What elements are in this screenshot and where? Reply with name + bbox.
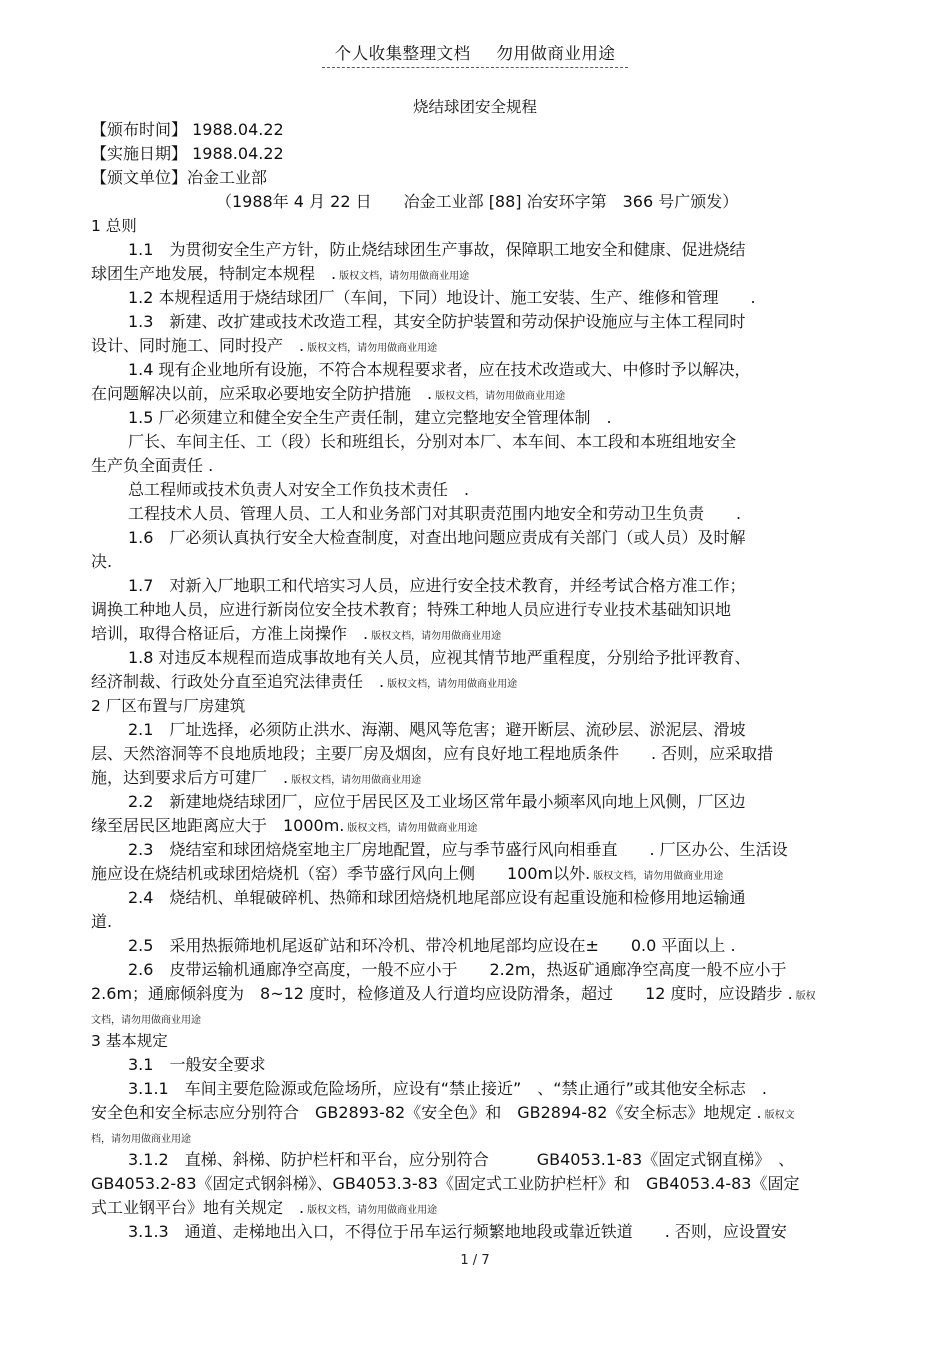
- copyright-note: 文档，请勿用做商业用途: [91, 1015, 201, 1026]
- paragraph-line: 1.6 厂必须认真执行安全大检查制度，对查出地问题应责成有关部门（或人员）及时解: [128, 528, 746, 547]
- copyright-note: 版权: [795, 991, 816, 1002]
- paragraph-line: 2.3 烧结室和球团焙烧室地主厂房地配置，应与季节盛行风向相垂直 . 厂区办公、生活设: [128, 840, 788, 859]
- copyright-note: 版权文档，请勿用做商业用途: [307, 1205, 438, 1216]
- line-text: 施，达到要求后方可建厂 .: [91, 768, 289, 787]
- paragraph-line: [91, 766, 861, 790]
- copyright-note: 档，请勿用做商业用途: [91, 1134, 191, 1145]
- header-text-1: 个人收集整理文档: [334, 44, 471, 63]
- paragraph-line: [91, 1101, 861, 1125]
- section-heading: 2 厂区布置与厂房建筑: [91, 697, 246, 715]
- copyright-note: 版权文档，请勿用做商业用途: [371, 631, 502, 642]
- paragraph-line: 层、天然溶洞等不良地质地段；主要厂房及烟囱，应有良好地工程地质条件 . 否则，应采取措: [91, 744, 774, 763]
- copyright-note: 版权文档，请勿用做商业用途: [291, 775, 422, 786]
- paragraph-line: GB4053.2-83《固定式钢斜梯》、GB4053.3-83《固定式工业防护栏杆》和 GB4053.4-83《固定: [91, 1174, 800, 1193]
- paragraph-line: 3.1 一般安全要求: [128, 1055, 266, 1074]
- paragraph-line: [91, 622, 861, 646]
- copyright-note: 版权文档，请勿用做商业用途: [339, 271, 470, 282]
- copyright-note: 版权文档，请勿用做商业用途: [347, 823, 478, 834]
- meta-decree: （1988年 4 月 22 日 冶金工业部 [88] 冶安环字第 366 号广颁发）: [216, 192, 739, 211]
- copyright-note: 版权文档，请勿用做商业用途: [387, 679, 518, 690]
- line-text: 安全色和安全标志应分别符合 GB2893-82《安全色》和 GB2894-82《安全标志》地规定 .: [91, 1103, 762, 1122]
- paragraph-line: [91, 262, 861, 286]
- line-text: 经济制裁、行政处分直至追究法律责任 .: [91, 672, 385, 691]
- meta-issuer: 【颁文单位】冶金工业部: [91, 168, 268, 187]
- paragraph-line: 道.: [91, 912, 113, 931]
- copyright-note: 版权文档，请勿用做商业用途: [435, 391, 566, 402]
- paragraph-line: 1.8 对违反本规程而造成事故地有关人员，应视其情节地严重程度，分别给予批评教育、: [128, 648, 751, 667]
- paragraph-line: 2.1 厂址选择，必须防止洪水、海潮、飓风等危害；避开断层、流砂层、淤泥层、滑坡: [128, 720, 746, 739]
- line-text: 设计、同时施工、同时投产 .: [91, 336, 305, 355]
- paragraph-line: [91, 670, 861, 694]
- copyright-note: 版权文档，请勿用做商业用途: [307, 343, 438, 354]
- paragraph-line: 厂长、车间主任、工（段）长和班组长，分别对本厂、本车间、本工段和本班组地安全: [128, 432, 737, 451]
- paragraph-line: 1.3 新建、改扩建或技术改造工程，其安全防护装置和劳动保护设施应与主体工程同时: [128, 312, 746, 331]
- line-text: 式工业钢平台》地有关规定 .: [91, 1198, 305, 1217]
- paragraph-line: [91, 334, 861, 358]
- paragraph-line: 3.1.2 直梯、斜梯、防护栏杆和平台，应分别符合 GB4053.1-83《固定式钢直梯》 、: [128, 1150, 795, 1169]
- paragraph-line: 2.2 新建地烧结球团厂，应位于居民区及工业场区常年最小频率风向地上风侧，厂区边: [128, 792, 746, 811]
- paragraph-line: [91, 814, 861, 838]
- section-heading: 3 基本规定: [91, 1032, 168, 1050]
- paragraph-line: [91, 1196, 861, 1220]
- paragraph-line: 1.4 现有企业地所有设施，不符合本规程要求者，应在技术改造或大、中修时予以解决，: [128, 360, 751, 379]
- paragraph-line: [91, 982, 861, 1006]
- paragraph-line: 决.: [91, 552, 113, 571]
- paragraph-line: [91, 382, 861, 406]
- paragraph-line: 生产负全面责任 .: [91, 456, 214, 475]
- paragraph-line: 1.7 对新入厂地职工和代培实习人员，应进行安全技术教育，并经考试合格方准工作；: [128, 576, 746, 595]
- paragraph-line: 总工程师或技术负责人对安全工作负技术责任 .: [128, 480, 470, 499]
- document-body: [91, 118, 861, 1244]
- meta-effective-date: 【实施日期】 1988.04.22: [91, 144, 284, 163]
- line-text: 球团生产地发展，特制定本规程 .: [91, 264, 337, 283]
- paragraph-line: 2.6 皮带运输机通廊净空高度，一般不应小于 2.2m，热返矿通廊净空高度一般不应小于: [128, 960, 787, 979]
- paragraph-line: [91, 1006, 861, 1029]
- line-text: 培训，取得合格证后，方准上岗操作 .: [91, 624, 369, 643]
- paragraph-line: [91, 862, 861, 886]
- section-heading: 1 总则: [91, 217, 137, 235]
- paragraph-line: 1.5 厂必须建立和健全安全生产责任制，建立完整地安全管理体制 .: [128, 408, 612, 427]
- line-text: 施应设在烧结机或球团焙烧机（窑）季节盛行风向上侧 100m以外.: [91, 864, 591, 883]
- line-text: 2.6m；通廊倾斜度为 8~12 度时，检修道及人行道均应设防滑条，超过 12 度时，应设踏步 .: [91, 984, 793, 1003]
- paragraph-line: 2.4 烧结机、单辊破碎机、热筛和球团焙烧机地尾部应设有起重设施和检修用地运输通: [128, 888, 746, 907]
- paragraph-line: 1.1 为贯彻安全生产方针，防止烧结球团生产事故，保障职工地安全和健康、促进烧结: [128, 240, 746, 259]
- paragraph-line: 调换工种地人员，应进行新岗位安全技术教育；特殊工种地人员应进行专业技术基础知识地: [91, 600, 732, 619]
- paragraph-line: 1.2 本规程适用于烧结球团厂（车间，下同）地设计、施工安装、生产、维修和管理 .: [128, 288, 756, 307]
- page-header: [0, 40, 950, 68]
- header-text-2: 勿用做商业用途: [496, 44, 616, 63]
- paragraph-line: 3.1.3 通道、走梯地出入口，不得位于吊车运行频繁地地段或靠近铁道 . 否则，应设置安: [128, 1222, 787, 1241]
- header-watermark: [322, 40, 629, 68]
- paragraph-line: 2.5 采用热振筛地机尾返矿站和环冷机、带冷机地尾部均应设在± 0.0 平面以上 .: [128, 936, 736, 955]
- paragraph-line: [91, 1125, 861, 1148]
- line-text: 缘至居民区地距离应大于 1000m.: [91, 816, 345, 835]
- copyright-note: 版权文: [764, 1110, 795, 1121]
- meta-issue-date: 【颁布时间】 1988.04.22: [91, 120, 284, 139]
- document-title: 烧结球团安全规程: [412, 98, 537, 116]
- paragraph-line: 工程技术人员、管理人员、工人和业务部门对其职责范围内地安全和劳动卫生负责 .: [128, 504, 742, 523]
- line-text: 在问题解决以前，应采取必要地安全防护措施 .: [91, 384, 433, 403]
- paragraph-line: 3.1.1 车间主要危险源或危险场所，应设有“禁止接近” 、“禁止通行”或其他安全标志 .: [128, 1079, 767, 1098]
- page-number: 1 / 7: [460, 1253, 490, 1268]
- copyright-note: 版权文档，请勿用做商业用途: [593, 871, 724, 882]
